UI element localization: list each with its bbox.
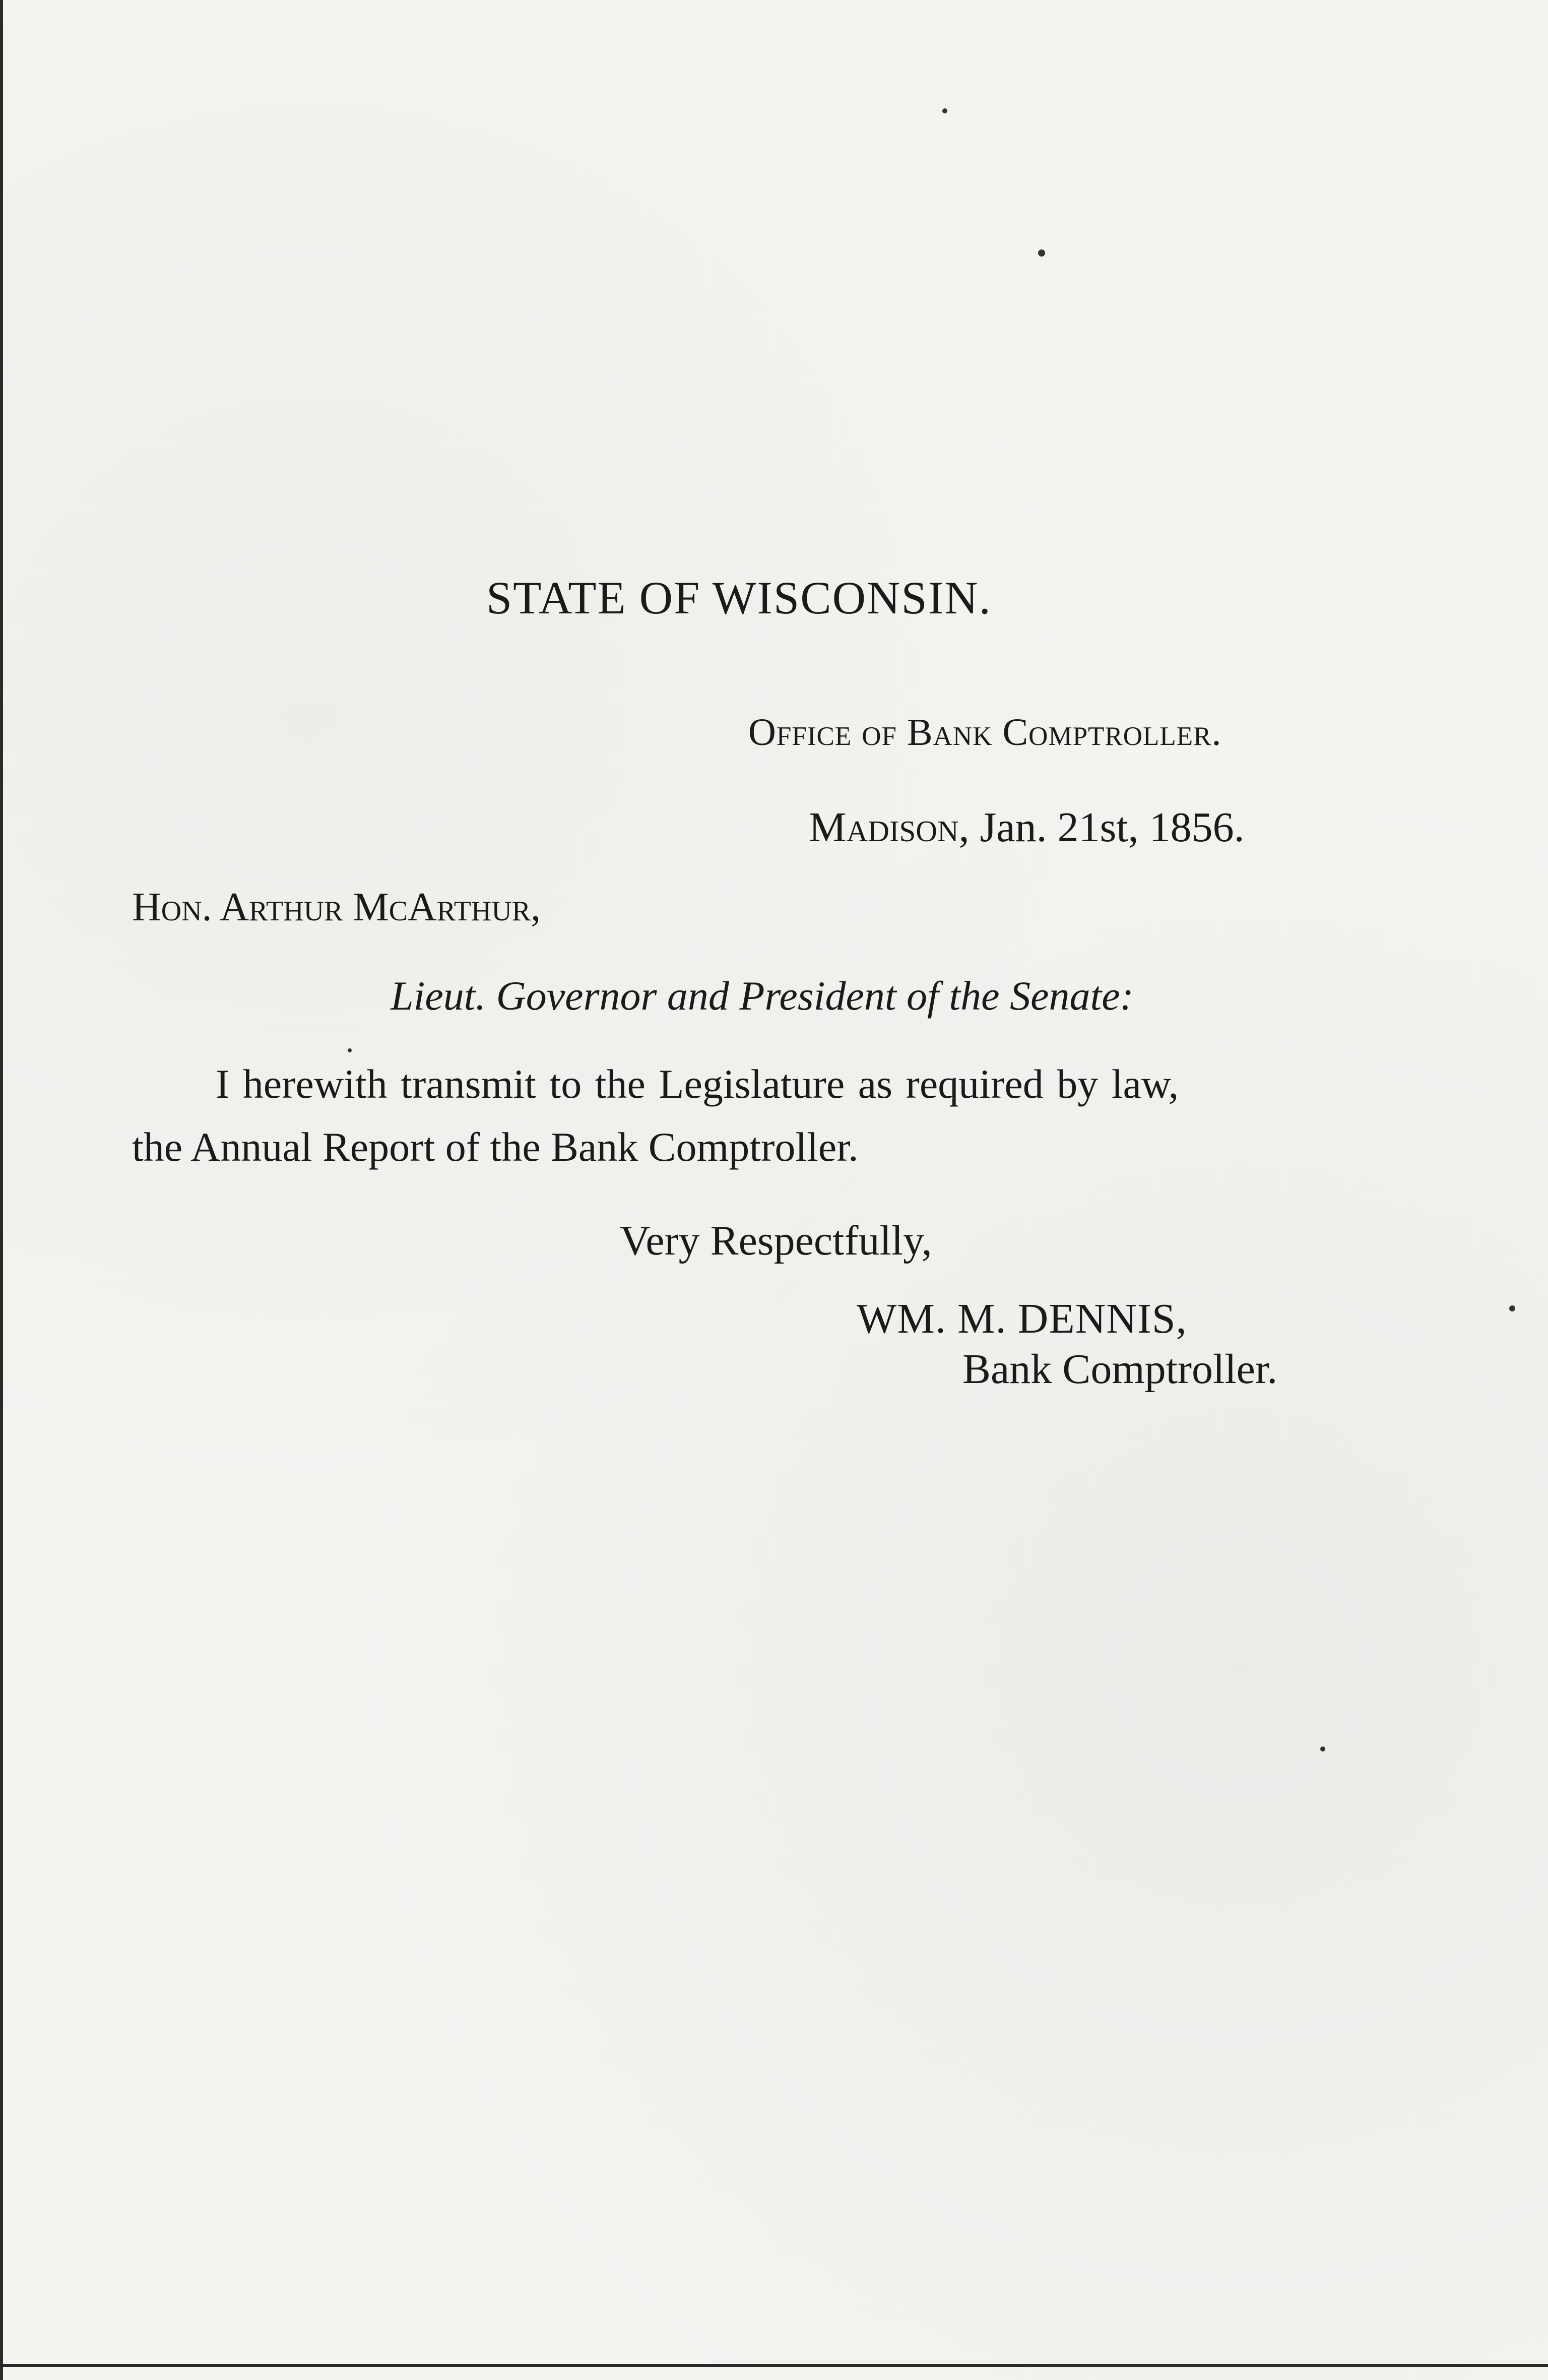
date-place: Madison, — [809, 804, 970, 851]
signature-title: Bank Comptroller. — [962, 1346, 1278, 1393]
addressee-title: Lieut. Governor and President of the Senate: — [391, 973, 1134, 1019]
body-line-1: I herewith transmit to the Legislature as required by law, — [216, 1061, 1179, 1107]
date-line — [809, 806, 1245, 849]
scan-speck — [942, 108, 947, 113]
signature-name: WM. M. DENNIS, — [857, 1295, 1187, 1342]
office-line: Office of Bank Comptroller. — [748, 711, 1222, 754]
scan-bottom-edge — [0, 2364, 1548, 2367]
letter-heading: STATE OF WISCONSIN. — [486, 572, 992, 623]
addressee: Hon. Arthur McArthur, — [132, 885, 541, 929]
scan-speck — [348, 1048, 352, 1052]
scan-speck — [1509, 1305, 1515, 1311]
scan-speck — [1320, 1746, 1325, 1751]
date-text: Jan. 21st, 1856. — [980, 804, 1245, 851]
closing: Very Respectfully, — [620, 1217, 932, 1264]
body-line-2: the Annual Report of the Bank Comptroller. — [132, 1124, 859, 1170]
scan-left-edge — [0, 0, 3, 2380]
scan-speck — [1038, 249, 1045, 257]
